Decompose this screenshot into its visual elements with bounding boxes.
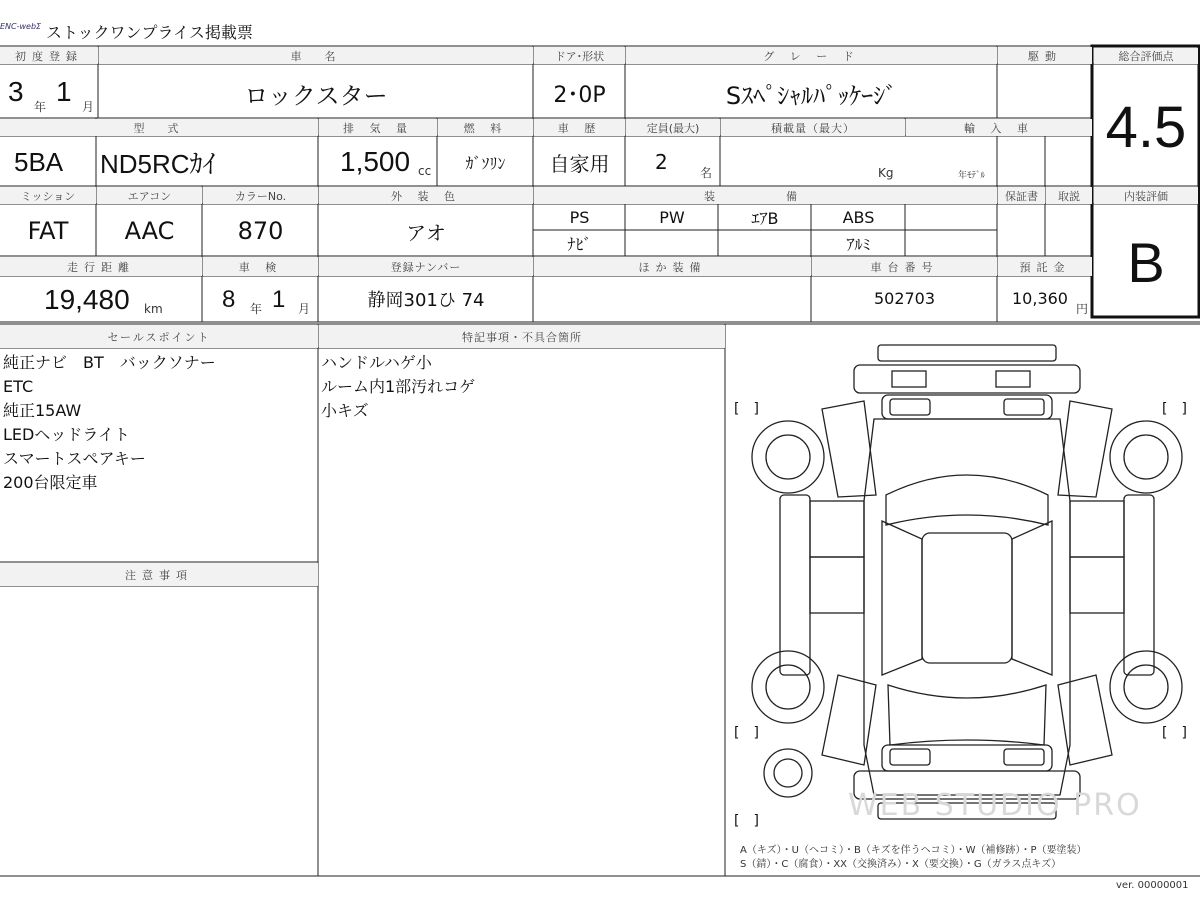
header-plate: 登録ナンバー xyxy=(319,257,533,276)
header-car-name: 車 名 xyxy=(99,47,533,64)
list-item: 純正15AW xyxy=(3,401,82,420)
header-chassis-no: 車台番号 xyxy=(812,257,997,276)
inspection-month: 1 xyxy=(272,286,286,313)
list-item: スマートスペアキー xyxy=(3,449,146,468)
header-load: 積載量（最大） xyxy=(721,119,905,136)
list-item: ルーム内1部汚れコゲ xyxy=(321,377,476,396)
equip-airbag: ｴｱB xyxy=(751,209,779,228)
header-interior-score: 内装評価 xyxy=(1094,187,1198,204)
mileage-unit: km xyxy=(144,302,163,316)
deposit: 10,360 xyxy=(1012,288,1068,308)
header-fuel: 燃 料 xyxy=(438,119,533,136)
header-aircon: エアコン xyxy=(97,187,202,204)
header-import: 輸 入 車 xyxy=(906,119,1092,136)
header-inspection: 車 検 xyxy=(203,257,318,276)
version-label: ver. 00000001 xyxy=(1116,880,1189,891)
grade: Sｽﾍﾟｼｬﾙﾊﾟｯｹｰｼﾞ xyxy=(725,81,898,110)
bracket-front-right: [ ] xyxy=(1162,401,1187,417)
model-code: ND5RCｶｲ xyxy=(100,148,216,179)
legend-line-2: S（錆）・C（腐食）・XX（交換済み）・X（要交換）・G（ガラス点キズ） xyxy=(740,859,1062,870)
header-deposit: 預託金 xyxy=(998,257,1092,276)
displacement-unit: cc xyxy=(418,164,432,178)
header-mileage: 走行距離 xyxy=(0,257,202,276)
inspection-year: 8 xyxy=(222,286,236,313)
interior-score: B xyxy=(1127,230,1165,294)
list-item: 200台限定車 xyxy=(3,473,98,492)
overall-score: 4.5 xyxy=(1105,94,1187,160)
capacity-unit: 名 xyxy=(700,166,713,180)
header-model: 型 式 xyxy=(0,119,318,136)
damage-legend xyxy=(740,844,1198,872)
list-item: ETC xyxy=(3,377,34,396)
first-reg-year: 3 xyxy=(8,76,24,107)
header-displacement: 排 気 量 xyxy=(319,119,437,136)
header-ext-color: 外 装 色 xyxy=(319,187,533,204)
bracket-front-left: [ ] xyxy=(734,401,759,417)
load-unit: Kg xyxy=(878,166,894,180)
mileage: 19,480 xyxy=(44,284,130,315)
license-plate: 静岡301ひ 74 xyxy=(367,290,485,311)
inspection-month-unit: 月 xyxy=(298,302,311,316)
header-notes: 注意事項 xyxy=(0,563,318,586)
fuel: ｶﾞｿﾘﾝ xyxy=(465,153,506,173)
displacement: 1,500 xyxy=(340,146,411,177)
list-item: 純正ナビ BT バックソナー xyxy=(3,353,216,372)
bracket-spare: [ ] xyxy=(734,813,759,829)
header-usage: 車 歴 xyxy=(534,119,625,136)
watermark: WEB STUDIO PRO xyxy=(848,788,1142,823)
logo: ENC-webΣ xyxy=(0,22,42,31)
car-name: ロックスター xyxy=(244,81,388,110)
bracket-rear-right: [ ] xyxy=(1162,725,1187,741)
aircon: AAC xyxy=(124,217,175,245)
equip-navi: ﾅﾋﾞ xyxy=(567,235,592,254)
list-item: ハンドルハゲ小 xyxy=(321,353,432,372)
header-mission: ミッション xyxy=(0,187,96,204)
header-remarks: 特記事項・不具合箇所 xyxy=(319,325,725,348)
first-reg-month-unit: 月 xyxy=(82,100,95,114)
header-drive: 駆動 xyxy=(998,47,1092,64)
header-equipment: 装 備 xyxy=(534,187,997,204)
header-door-shape: ドア･形状 xyxy=(534,47,625,64)
model: 5BA xyxy=(14,146,64,177)
first-reg-year-unit: 年 xyxy=(34,100,47,114)
year-model: 年ﾓﾃﾞﾙ xyxy=(958,171,986,181)
list-item: LEDヘッドライト xyxy=(3,425,130,444)
header-grade: グ レ ー ド xyxy=(626,47,997,64)
color-no: 870 xyxy=(237,217,284,245)
header-color-no: カラーNo. xyxy=(203,187,318,204)
header-warranty: 保証書 xyxy=(998,187,1045,204)
deposit-unit: 円 xyxy=(1076,302,1089,316)
header-capacity: 定員(最大) xyxy=(626,119,720,136)
door-shape: 2･0P xyxy=(553,82,606,108)
header-overall-score: 総合評価点 xyxy=(1094,48,1198,64)
bracket-rear-left: [ ] xyxy=(734,725,759,741)
remarks-list xyxy=(321,351,721,423)
ext-color: アオ xyxy=(406,220,446,245)
equip-ps: PS xyxy=(569,208,590,227)
usage: 自家用 xyxy=(549,151,610,176)
header-first-reg: 初度登録 xyxy=(0,47,98,64)
header-manual: 取説 xyxy=(1046,187,1092,204)
header-sales-points: セールスポイント xyxy=(0,325,318,348)
mission: FAT xyxy=(27,217,69,245)
legend-line-1: A（キズ）・U（ヘコミ）・B（キズを伴うヘコミ）・W（補修跡）・P（要塗装） xyxy=(740,845,1087,856)
equip-alumi: ｱﾙﾐ xyxy=(846,235,871,254)
sales-points-list xyxy=(3,351,315,495)
equip-pw: PW xyxy=(659,208,685,227)
equip-abs: ABS xyxy=(842,208,875,227)
capacity: 2 xyxy=(655,150,668,174)
first-reg-month: 1 xyxy=(56,76,72,107)
header-other-equipment: ほか装備 xyxy=(534,257,811,276)
list-item: 小キズ xyxy=(321,401,369,420)
inspection-year-unit: 年 xyxy=(250,302,263,316)
chassis-number: 502703 xyxy=(873,288,936,308)
page-title: ストックワンプライス掲載票 xyxy=(46,23,253,42)
